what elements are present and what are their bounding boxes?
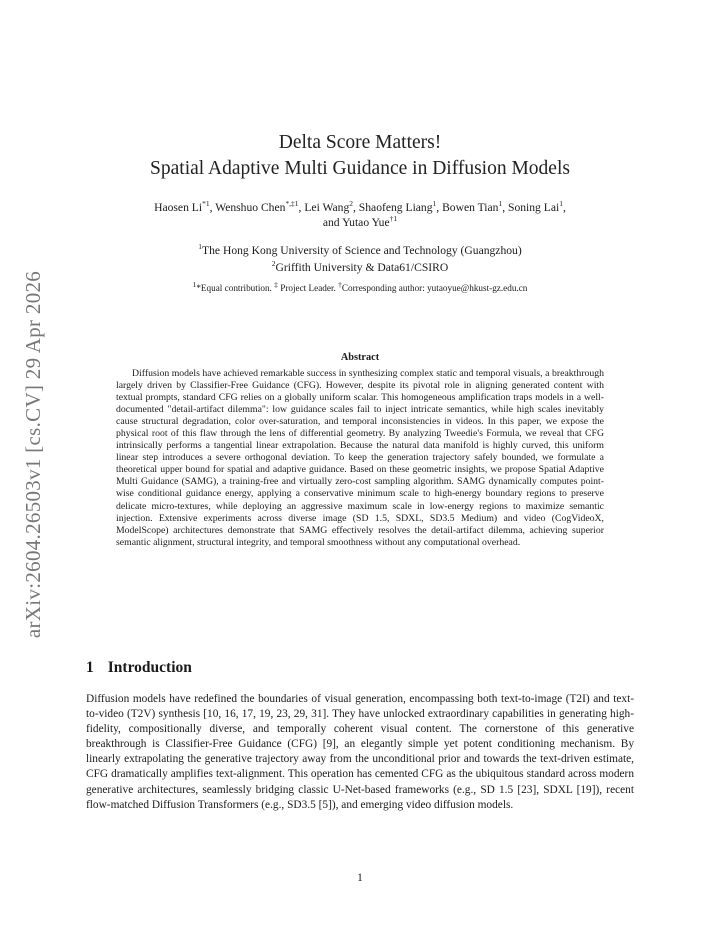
paper-title-line-1: Delta Score Matters!: [278, 132, 442, 153]
project-leader-note: Project Leader.: [280, 283, 336, 293]
author-marks: 1: [498, 199, 503, 209]
author-name: Shaofeng Liang: [358, 201, 433, 214]
project-leader-mark: ‡: [274, 279, 278, 289]
section-heading: [86, 659, 386, 677]
author-marks: †1: [389, 214, 398, 224]
equal-contribution-note: Equal contribution.: [200, 283, 272, 293]
affiliation: [100, 244, 620, 257]
page-number: 1: [357, 872, 363, 884]
author-marks: 2: [349, 199, 353, 209]
abstract-body: Diffusion models have achieved remarkable success in synthesizing complex static and temporal visuals, a breakthrough largely driven by Classifier-Free Guidance (CFG). However, despite its pivotal role in aligning generated content with textual prompts, standard CFG relies on a globally uniform scalar. This homogeneous amplification traps models in a well-documented "detail-artifact dilemma": low guidance scales fail to inject intricate semantics, while high scales inevitably cause structural degradation, color over-saturation, and temporal inconsistencies in videos. In this paper, we expose the physical root of this flaw through the lens of differential geometry. By analyzing Tweedie's Formula, we reveal that CFG intrinsically performs a tangential linear extrapolation. Because the natural data manifold is highly curved, this uniform linear step introduces a severe orthogonal deviation. To keep the generation trajectory safely bounded, we formulate a theoretical upper bound for spatial and adaptive guidance. Based on these geometric insights, we propose Spatial Adaptive Multi Guidance (SAMG), a training-free and virtually zero-cost sampling algorithm. SAMG dynamically computes point-wise conditional guidance energy, applying a conservative minimum scale to high-energy boundary regions to preserve delicate micro-textures, while deploying an aggressive maximum scale in low-energy regions to maximize semantic injection. Extensive experiments across diverse image (SD 1.5, SDXL, SD3.5 Medium) and video (CogVideoX, ModelScope) architectures demonstrate that SAMG effectively resolves the detail-artifact dilemma, achieving superior semantic alignment, structural integrity, and temporal smoothness without any computational overhead.: [116, 368, 604, 548]
author-name: Wenshuo Chen: [215, 201, 286, 214]
abstract-heading: Abstract: [340, 352, 380, 363]
author-notes: [80, 279, 640, 293]
author-marks: *,‡1: [285, 199, 299, 209]
author-joiner: and: [322, 216, 340, 229]
arxiv-identifier-text: arXiv:2604.26503v1 [cs.CV] 29 Apr 2026: [21, 270, 46, 638]
section-title: Introduction: [107, 659, 192, 676]
author-marks: 1: [559, 199, 563, 209]
author-name: Yutao Yue: [342, 216, 390, 229]
author-name: Bowen Tian: [442, 201, 499, 214]
equal-contribution-symbol: *: [196, 283, 201, 293]
affiliation-mark: 2: [271, 259, 276, 269]
affiliation-mark: 1: [198, 242, 203, 252]
introduction-paragraph: Diffusion models have redefined the boundaries of visual generation, encompassing both text-to-image (T2I) and text-to-video (T2V) synthesis [10, 16, 17, 19, 23, 29, 31]. They have unlocked extraordinary capabilities in generating high-fidelity, compositionally diverse, and temporally coherent visual content. The cornerstone of this generative breakthrough is Classifier-Free Guidance (CFG) [9], an elegantly simple yet potent conditioning mechanism. By linearly extrapolating the generative trajectory away from the unconditional prior and towards the text-driven estimate, CFG dramatically amplifies text-alignment. This operation has cemented CFG as the ubiquitous standard across modern generative architectures, seamlessly bridging classic U-Net-based frameworks (e.g., SD 1.5 [23], SDXL [19]), recent flow-matched Diffusion Transformers (e.g., SD3.5 [5]), and emerging video diffusion models.: [86, 693, 634, 811]
equal-contribution-mark: 1: [192, 279, 197, 289]
author-marks: 1: [432, 199, 437, 209]
author-name: Lei Wang: [304, 201, 350, 214]
paper-title-line-2: Spatial Adaptive Multi Guidance in Diffusion Models: [150, 158, 570, 179]
affiliation-text: The Hong Kong University of Science and Technology (Guangzhou): [202, 244, 522, 257]
author-name: Soning Lai: [508, 201, 560, 214]
affiliation-text: Griffith University & Data61/CSIRO: [275, 261, 449, 274]
corresponding-author-mark: †: [338, 279, 342, 289]
author-list: Haosen Li$^{*1}$, Wenshuo Chen$^{*,\ddagger 1}$, Lei Wang$^2$, Shaofeng Liang$^1$, Bowen Tian$^1$, Soning Lai$^1$, and Yutao Yue$^{\dagger 1}$: [154, 199, 566, 229]
affiliation: [100, 261, 620, 274]
author-name: Haosen Li: [154, 201, 203, 214]
corresponding-author-note: Corresponding author: yutaoyue@hkust-gz.edu.cn: [341, 283, 528, 293]
section-number: 1: [86, 659, 94, 676]
arxiv-identifier-stamp: [20, 258, 48, 650]
author-marks: *1: [202, 199, 210, 209]
